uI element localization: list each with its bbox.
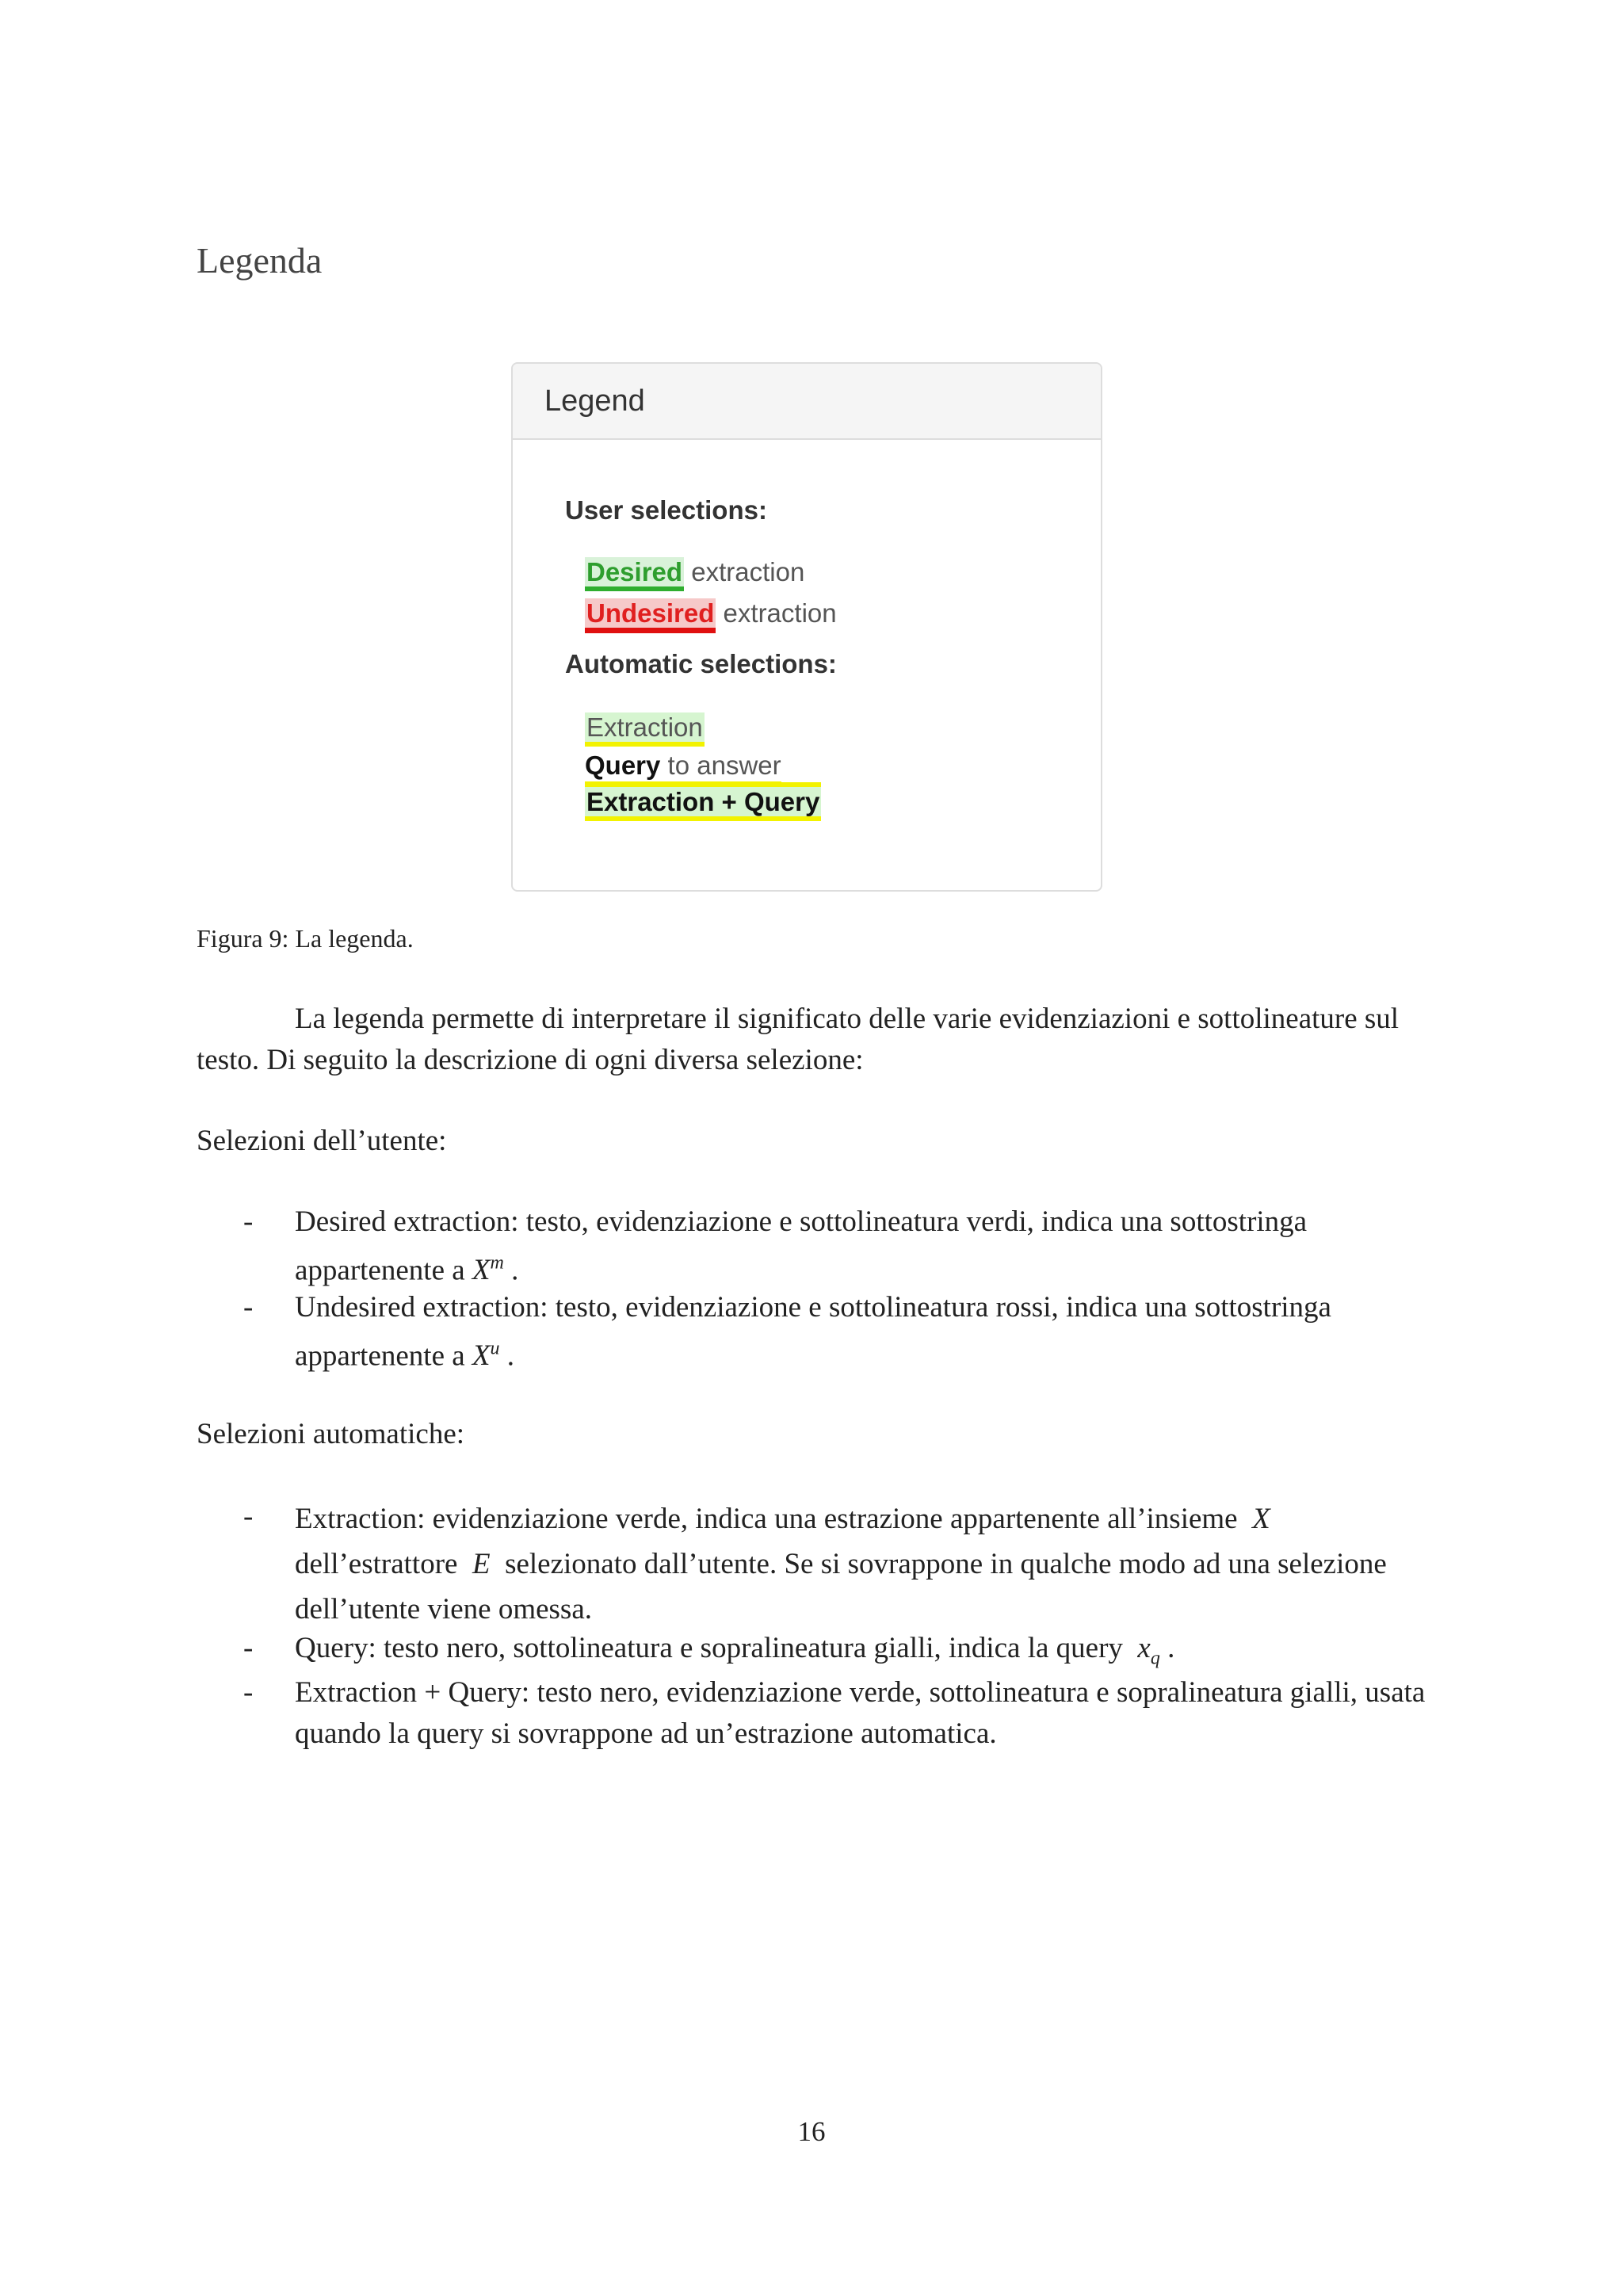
legend-row-query	[585, 751, 781, 781]
legend-row-undesired	[585, 598, 837, 628]
legend-row-extraction	[585, 712, 705, 743]
math-e: E	[472, 1548, 491, 1580]
math-x-u: $X^u$	[472, 1339, 500, 1373]
bullet-query-text: Query: testo nero, sottolineatura e sopralineatura gialli, indica la query $x_q$ .	[295, 1632, 1175, 1669]
legend-figure	[511, 362, 1102, 892]
user-selections-label: User selections:	[565, 495, 767, 525]
undesired-highlight: Undesired	[585, 598, 716, 633]
figure-caption: Figura 9: La legenda.	[197, 924, 414, 953]
query-rest: to answer	[660, 751, 781, 780]
legend-row-desired	[585, 557, 804, 587]
extraction-query-highlight: Extraction + Query	[585, 782, 821, 821]
user-selections-heading: Selezioni dell’utente:	[197, 1125, 447, 1157]
automatic-selections-label: Automatic selections:	[565, 649, 837, 678]
bullet-extraction-query-text: Extraction + Query: testo nero, evidenziazione verde, sottolineatura e sopralineatura gialli, usata quando la query si sovrappone ad un’estrazione automatica.	[295, 1676, 1426, 1750]
query-highlight: Query	[585, 751, 661, 780]
query-underline	[585, 746, 781, 786]
undesired-rest: extraction	[716, 598, 837, 628]
desired-highlight: Desired	[585, 557, 684, 591]
extraction-highlight: Extraction	[585, 712, 705, 747]
legend-header	[513, 364, 1101, 440]
intro-paragraph	[197, 999, 1433, 1081]
legend-row-both	[585, 787, 821, 817]
bullet-desired-text: Desired extraction: testo, evidenziazione e sottolineatura verdi, indica una sottostringa appartenente a $X^m$ .	[295, 1205, 1308, 1287]
math-x-m: $X^m$	[472, 1253, 504, 1287]
automatic-selections-heading: Selezioni automatiche:	[197, 1418, 465, 1450]
desired-rest: extraction	[684, 557, 805, 586]
section-title: Legenda	[197, 240, 323, 281]
legend-title: Legend	[544, 384, 645, 418]
bullet-extraction-text: Extraction: evidenziazione verde, indica una estrazione appartenente all’insieme X dell’estrattore E selezionato dall’utente. Se si sovrappone in qualche modo ad una selezione dell’utente viene omessa.	[295, 1503, 1387, 1626]
document-page: Legenda Legend User selections: Desired extraction Undesired extraction Automatic selections: Extraction Query to answer Extraction + Query Figura 9: La legenda. La legenda permette di interpretare il significato delle varie evidenziazioni e sottolineature sul testo. Di seguito la descrizione di ogni diversa selezione: Selezioni dell’utente: - Desired extraction: testo, evidenziazione e sottolineatura verdi, indica una sottostringa appartenente a $X^m$ . - Undesired extraction: testo, evidenziazione e sottolineatura rossi, indica una sottostringa appartenente a $X^u$ . Selezioni automatiche: - Extraction: evidenziazione verde, indica una estrazione appartenente all’insieme X dell’estrattore E selezionato dall’utente. Se si sovrappone in qualche modo ad una selezione dell’utente viene omessa. - Query: testo nero, sottolineatura e sopralineatura gialli, indica la query $x_q$ . - Extraction + Query: testo nero, evidenziazione verde, sottolineatura e sopralineatura gialli, usata quando la query si sovrappone ad un’estrazione automatica. 16	[0, 0, 1623, 2296]
bullet-undesired-text: Undesired extraction: testo, evidenziazione e sottolineatura rossi, indica una sottostringa appartenente a $X^u$ .	[295, 1291, 1331, 1373]
math-x: X	[1252, 1503, 1270, 1535]
page-number: 16	[797, 2116, 826, 2147]
intro-text: La legenda permette di interpretare il significato delle varie evidenziazioni e sottolineature sul testo. Di seguito la descrizione di ogni diversa selezione:	[197, 1003, 1400, 1076]
math-x-q: $x_q$	[1137, 1632, 1160, 1669]
